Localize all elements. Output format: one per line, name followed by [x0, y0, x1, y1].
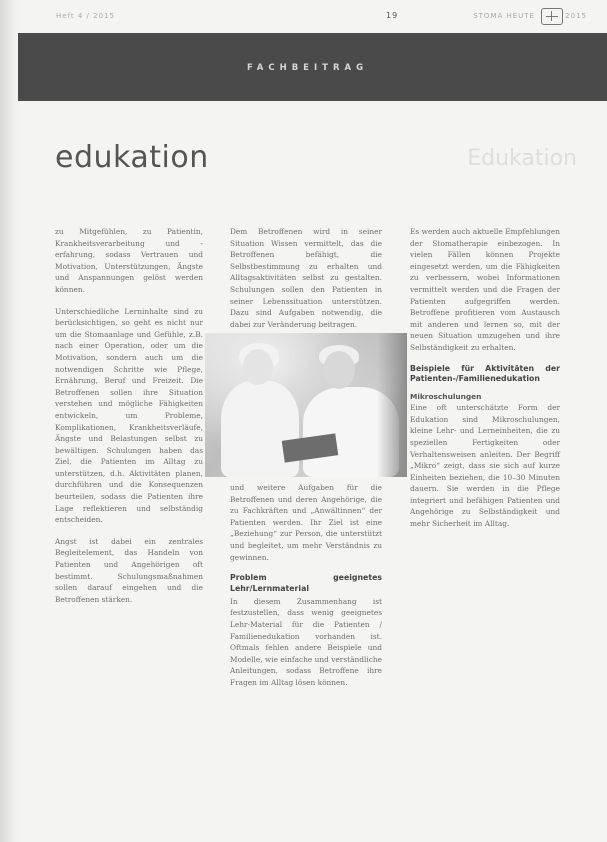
- paragraph: Angst ist dabei ein zentrales Begleitelement, das Handeln von Patienten und Angehörigen oft bestimmt. Schulungsmaßnahmen sollen darauf eingehen und die Betroffenen stärken.: [55, 536, 203, 604]
- paragraph: Eine oft unterschätzte Form der Edukation sind Mikroschulungen, kleine Lehr- und Lerneinheiten, die zu speziellen Fertigkeiten oder Verhaltensweisen anleiten. Der Begriff „Mikro“ zeigt, dass sie sich auf kurze Einheiten beziehen, die 10–30 Minuten dauern. Sie werden in die Pflege integriert und befähigen Patienten und Angehörige zu Selbständigkeit und mehr Sicherheit im Alltag.: [410, 403, 560, 529]
- journal-name: STOMA HEUTE: [473, 12, 535, 20]
- paragraph: Dem Betroffenen wird in seiner Situation Wissen vermittelt, das die Betroffenen befähigt, die Selbstbestimmung zu erhalten und Alltagsaktivitäten selbst zu gestalten. Schulungen sollen den Patienten in seiner Lebenssituation unterstützen. Dazu sind Aufgaben notwendig, die dabei zur Veränderung beitragen.: [230, 227, 382, 329]
- column-1: [55, 226, 203, 615]
- subsection-heading: Mikroschulungen: [410, 392, 482, 402]
- section-heading: Beispiele für Aktivitäten der Patienten-/Familienedukation: [410, 363, 560, 384]
- paragraph: Es werden auch aktuelle Empfehlungen der Stomatherapie einbezogen. In vielen Fällen können Projekte eingesetzt werden, um die Fähigkeiten zu verbessern, wobei Informationen vermittelt werden und die Fragen der Patienten aufgegriffen werden. Betroffene profitieren vom Austausch mit anderen und lernen so, mit der neuen Situation umzugehen und ihre Selbständigkeit zu erhalten.: [410, 227, 560, 352]
- issue-label: Heft 4 / 2015: [56, 12, 115, 20]
- column-2-bottom: [230, 482, 382, 699]
- ghost-title: Edukation: [467, 146, 577, 171]
- section-heading: Problem geeignetes Lehr/Lernmaterial: [230, 573, 382, 593]
- article-photo: [205, 333, 407, 477]
- running-header: [56, 8, 587, 28]
- article-headline: edukation: [55, 140, 209, 175]
- paragraph: zu Mitgefühlen, zu Patientin, Krankheitsverarbeitung und -erfahrung, sodass Vertrauen und Motivation, Unterstützungen, Ängste und Anspannungen gelöst werden können.: [55, 227, 203, 294]
- column-2-top: [230, 226, 382, 340]
- paragraph: Unterschiedliche Lerninhalte sind zu berücksichtigen, so geht es nicht nur um die Stomaanlage und Gefühle, z.B. nach einer Operation, oder um die Motivation, sondern auch um die notwendigen Schritte wie Pflege, Ernährung, Beruf und Freizeit. Die Betroffenen sollen ihre Situation verstehen und mögliche Fähigkeiten entwickeln, um Probleme, Komplikationen, Krankheitsverläufe, Ängste und Belastungen selbst zu bewältigen. Schulungen haben das Ziel, die Patienten im Alltag zu unterstützen, d.h. Aktivitäten planen, durchführen und die Konsequenzen beurteilen, sodass die Patienten ihre Lage reflektieren und selbständig entscheiden.: [55, 306, 203, 525]
- paragraph: In diesem Zusammenhang ist festzustellen, dass wenig geeignetes Lehr-Material für die Patienten / Familienedukation vorhanden ist. Oftmals fehlen andere Beispiele und Modelle, wie einfache und verständliche Anleitungen, sodass Betroffene ihre Fragen im Alltag lösen können.: [230, 596, 382, 687]
- section-label: FACHBEITRAG: [246, 63, 369, 73]
- header-year: 2015: [565, 12, 587, 20]
- section-banner: [8, 33, 607, 101]
- column-3: [410, 226, 560, 540]
- page-number: 19: [386, 11, 399, 20]
- journal-logo-icon: [541, 8, 563, 25]
- paragraph: und weitere Aufgaben für die Betroffenen und deren Angehörige, die zu Fachkräften und „Anwältinnen“ der Patienten werden. Ihr Ziel ist eine „Beziehung“ zur Person, die unterstützt und begleitet, um mehr Verständnis zu gewinnen.: [230, 483, 382, 562]
